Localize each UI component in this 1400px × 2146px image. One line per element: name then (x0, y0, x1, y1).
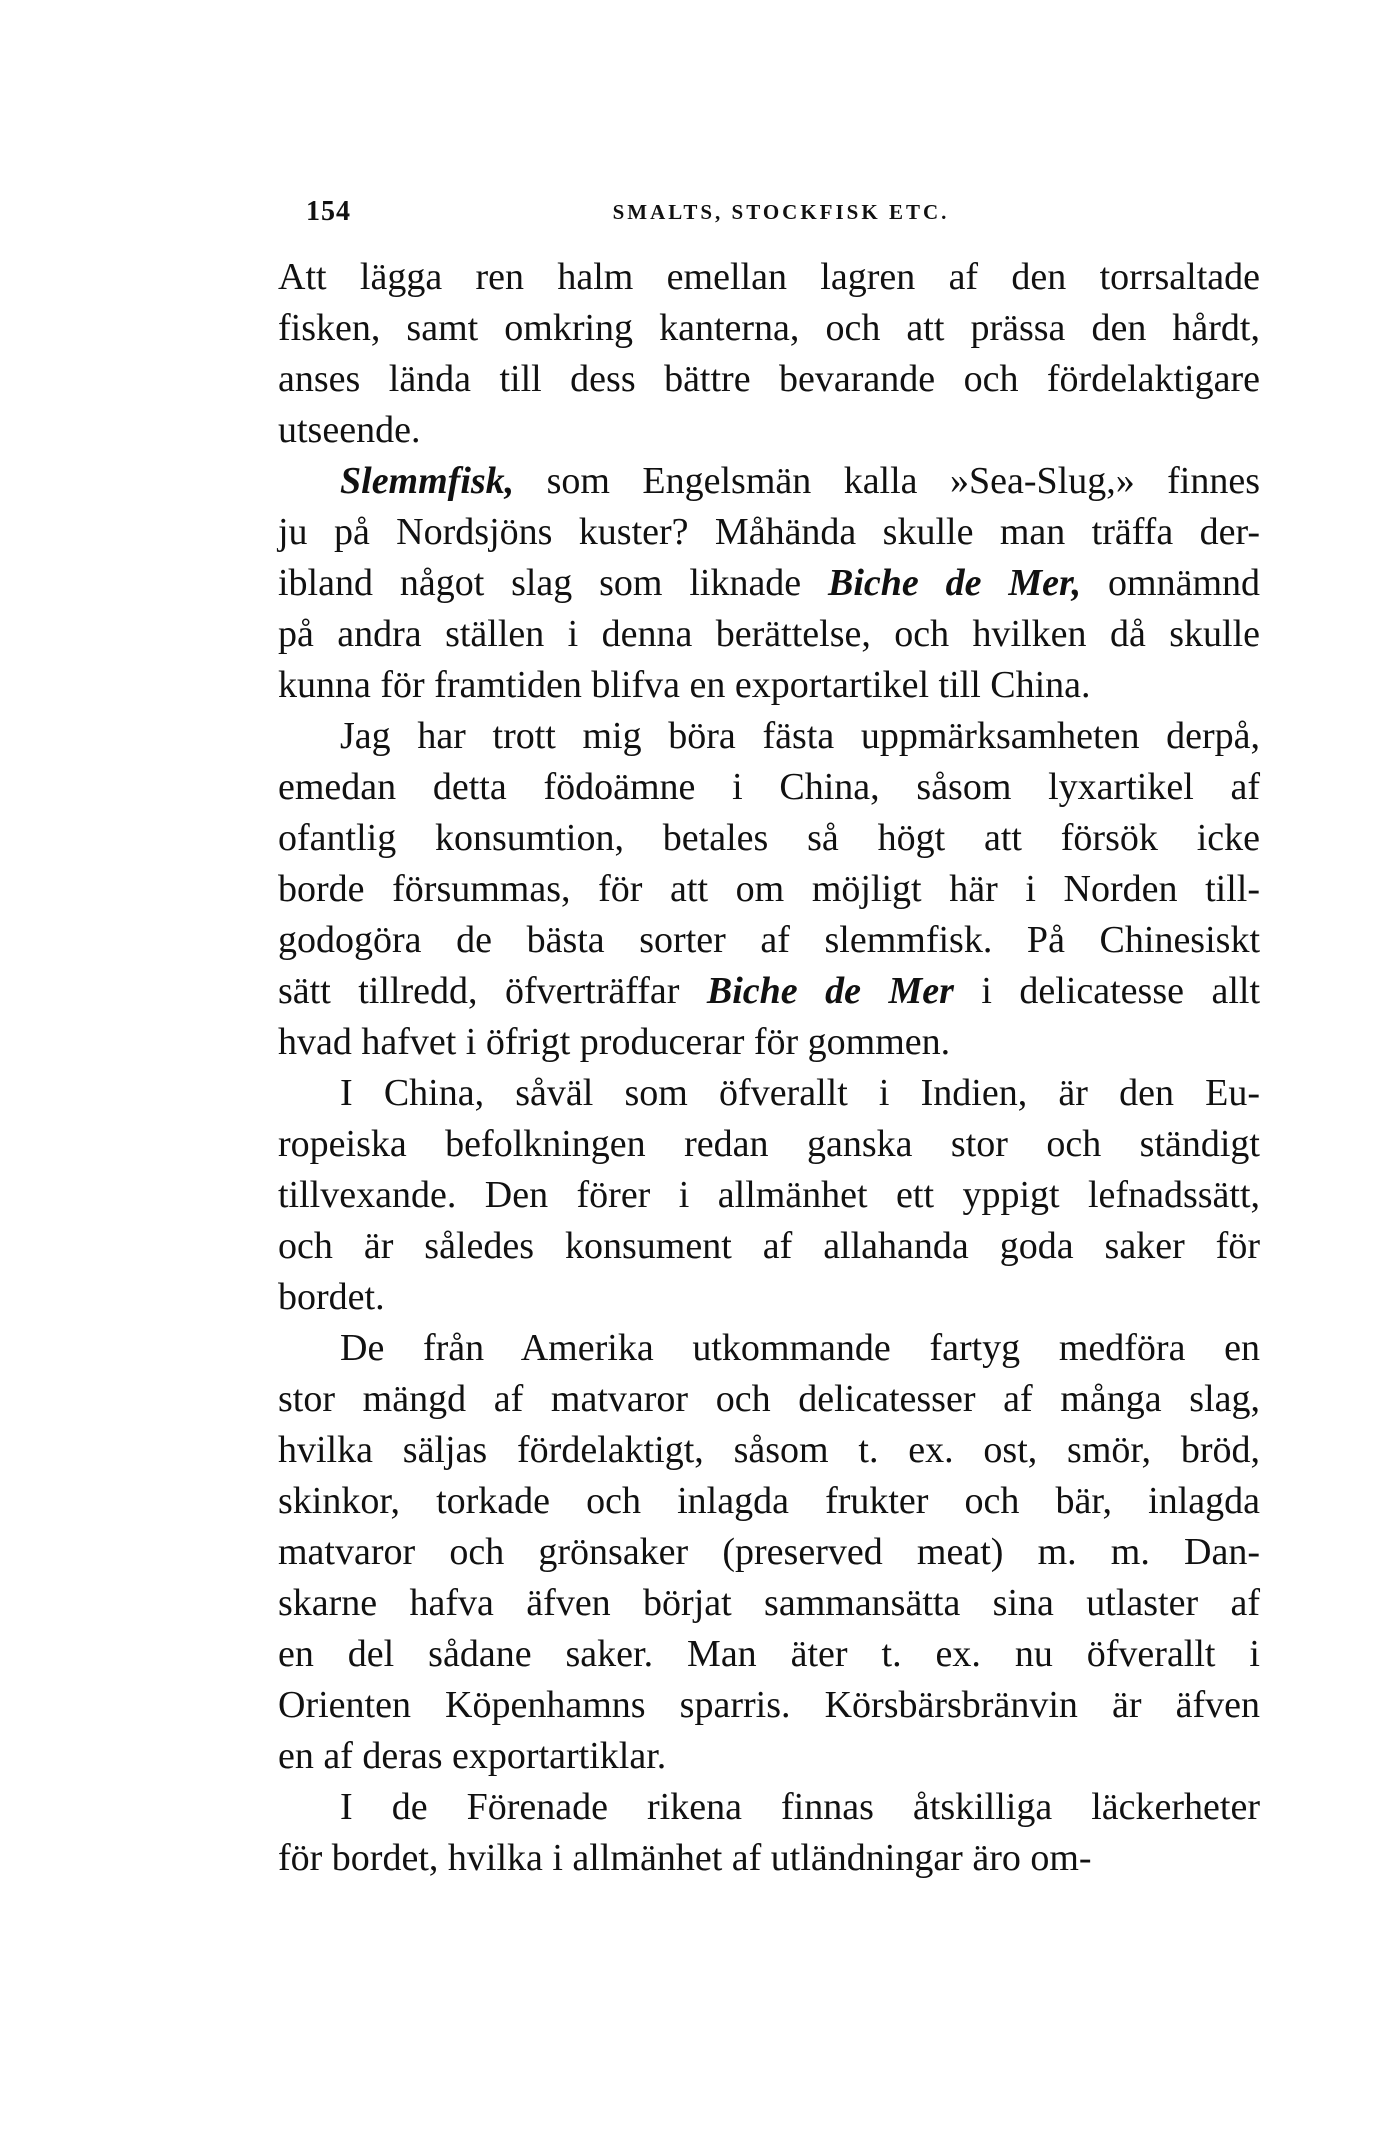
paragraph (278, 711, 1260, 1068)
text-line (278, 1476, 1260, 1527)
line-text: Orienten Köpenhamns sparris. Körsbärsbränvin är äfven (278, 1684, 1260, 1726)
line-text: godogöra de bästa sorter af slemmfisk. På Chinesiskt (278, 919, 1260, 961)
line-text: på andra ställen i denna berättelse, och hvilken då skulle (278, 613, 1260, 655)
text-line (278, 864, 1260, 915)
text-line (278, 1629, 1260, 1680)
line-text: emedan detta födoämne i China, såsom lyxartikel af (278, 766, 1260, 808)
line-text: och är således konsument af allahanda goda saker för (278, 1225, 1260, 1267)
line-text: en del sådane saker. Man äter t. ex. nu öfverallt i (278, 1633, 1260, 1675)
italic-term: Biche de Mer, (828, 562, 1082, 604)
body-text (278, 252, 1260, 1884)
text-line (278, 354, 1260, 405)
italic-term: Biche de Mer (706, 970, 954, 1012)
running-head (306, 196, 1256, 232)
text-line (278, 711, 1260, 762)
text-line (278, 762, 1260, 813)
line-text: hvad hafvet i öfrigt producerar för gommen. (278, 1021, 951, 1063)
running-title: SMALTS, STOCKFISK ETC. (612, 200, 950, 224)
text-line (278, 303, 1260, 354)
text-line (278, 660, 1260, 711)
text-line (278, 405, 1260, 456)
text-line (278, 1527, 1260, 1578)
text-line (278, 456, 1260, 507)
line-text: anses lända till dess bättre bevarande och fördelaktigare (278, 358, 1260, 400)
line-text: skinkor, torkade och inlagda frukter och bär, inlagda (278, 1480, 1260, 1522)
text-line (278, 1374, 1260, 1425)
line-text: tillvexande. Den förer i allmänhet ett yppigt lefnadssätt, (278, 1174, 1260, 1216)
text-line (278, 1833, 1260, 1884)
text-line (278, 1119, 1260, 1170)
text-line (278, 609, 1260, 660)
text-line (278, 1782, 1260, 1833)
line-text: Jag har trott mig böra fästa uppmärksamheten derpå, (340, 715, 1260, 757)
paragraph (278, 252, 1260, 456)
text-line (278, 813, 1260, 864)
page-number: 154 (306, 196, 351, 227)
text-line (278, 966, 1260, 1017)
paragraph (278, 1068, 1260, 1323)
line-text: De från Amerika utkommande fartyg medföra en (340, 1327, 1260, 1369)
paragraph (278, 1782, 1260, 1884)
text-line (278, 507, 1260, 558)
paragraph (278, 456, 1260, 711)
line-text: Att lägga ren halm emellan lagren af den torrsaltade (278, 256, 1260, 298)
text-line (278, 1578, 1260, 1629)
line-text: omnämnd (1081, 562, 1261, 604)
line-text: ofantlig konsumtion, betales så högt att försök icke (278, 817, 1260, 859)
text-line (278, 1017, 1260, 1068)
line-text: för bordet, hvilka i allmänhet af utländningar äro om- (278, 1837, 1092, 1879)
line-text-pre: ibland något slag som liknade (278, 562, 829, 604)
line-text: I China, såväl som öfverallt i Indien, är den Eu- (340, 1072, 1260, 1114)
text-line (278, 1068, 1260, 1119)
text-line (278, 1221, 1260, 1272)
text-line (278, 1323, 1260, 1374)
text-line (278, 1272, 1260, 1323)
text-line (278, 1170, 1260, 1221)
line-text: skarne hafva äfven börjat sammansätta sina utlaster af (278, 1582, 1260, 1624)
line-text: som Engelsmän kalla »Sea-Slug,» finnes (514, 460, 1260, 502)
line-text: kunna för framtiden blifva en exportartikel till China. (278, 664, 1091, 706)
italic-term: Slemmfisk, (340, 460, 515, 502)
text-line (278, 1731, 1260, 1782)
line-text: hvilka säljas fördelaktigt, såsom t. ex. ost, smör, bröd, (278, 1429, 1260, 1471)
paragraph (278, 1323, 1260, 1782)
text-line (278, 252, 1260, 303)
line-text: matvaror och grönsaker (preserved meat) m. m. Dan- (278, 1531, 1260, 1573)
line-text: fisken, samt omkring kanterna, och att prässa den hårdt, (278, 307, 1260, 349)
line-text-pre: sätt tillredd, öfverträffar (278, 970, 707, 1012)
text-line (278, 558, 1260, 609)
line-text: utseende. (278, 409, 421, 451)
line-text: borde försummas, för att om möjligt här i Norden till- (278, 868, 1260, 910)
line-text: ju på Nordsjöns kuster? Måhända skulle man träffa der- (278, 511, 1260, 553)
text-line (278, 1680, 1260, 1731)
line-text: i delicatesse allt (953, 970, 1260, 1012)
line-text: stor mängd af matvaror och delicatesser af många slag, (278, 1378, 1260, 1420)
line-text: ropeiska befolkningen redan ganska stor och ständigt (278, 1123, 1260, 1165)
text-line (278, 915, 1260, 966)
line-text: I de Förenade rikena finnas åtskilliga läckerheter (340, 1786, 1260, 1828)
line-text: en af deras exportartiklar. (278, 1735, 667, 1777)
line-text: bordet. (278, 1276, 385, 1318)
text-line (278, 1425, 1260, 1476)
